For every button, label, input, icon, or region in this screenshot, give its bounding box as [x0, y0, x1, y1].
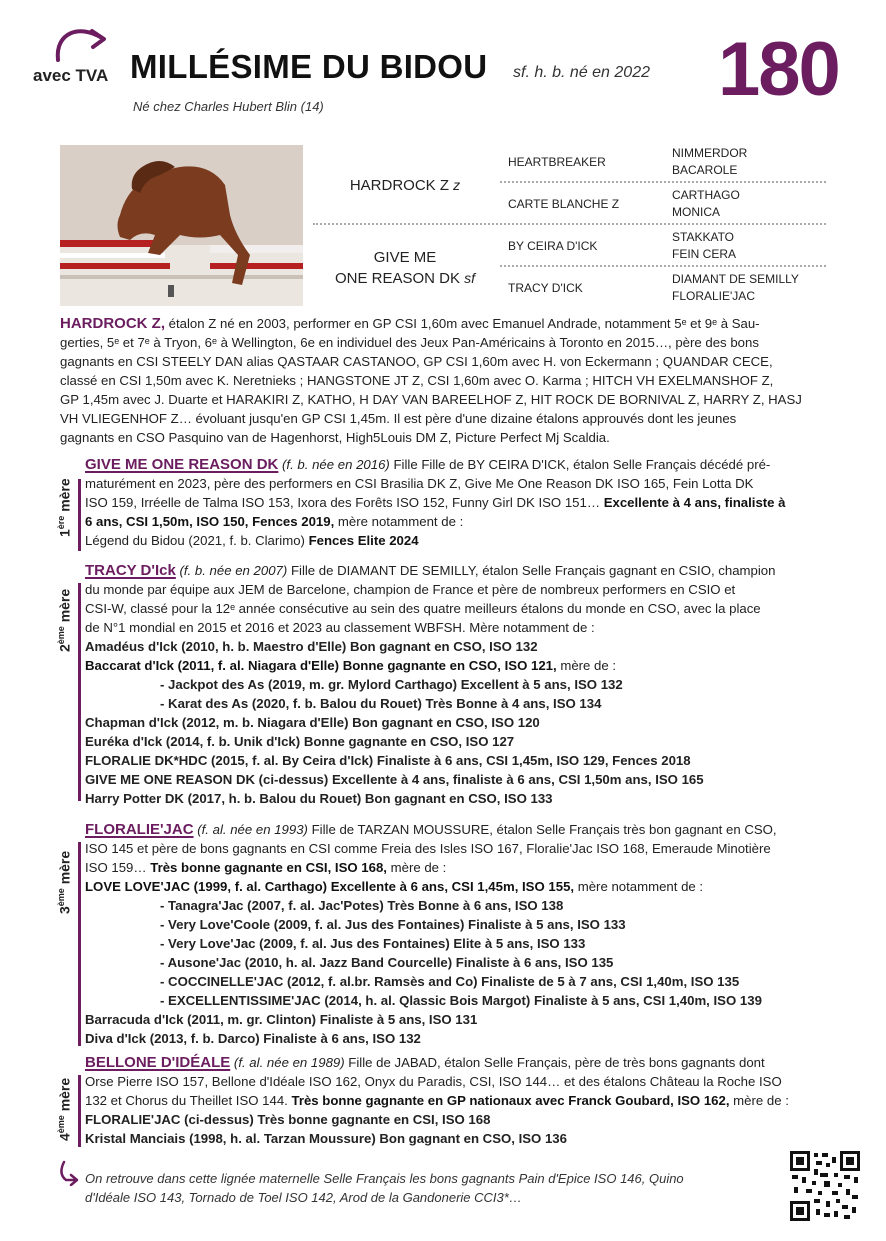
sire-text-line: étalon Z né en 2003, performer en GP CSI 1,60m avec Emanuel Andrade, notamment 5ᵉ et 9ᵉ à Sau-	[168, 316, 760, 331]
sire-name-text: HARDROCK Z	[349, 177, 449, 194]
sire-description	[60, 314, 830, 447]
sire-text-name: HARDROCK Z,	[60, 315, 165, 332]
lot-number: 180	[718, 27, 839, 112]
product: Euréka d'Ick (2014, f. b. Unik d'Ick) Bonne gagnante en CSO, ISO 127	[85, 734, 515, 749]
mother-2-section: TRACY D'Ick (f. b. née en 2007) Fille de DIAMANT DE SEMILLY, étalon Selle Français gagnant en CSIO, champion du monde par équipe aux JEM de Barcelone, champion de France et père de nombreux performers en CSIO et CSI-W, classé pour la 12ᵉ année consécutive au sein des quatre meilleurs étalons du monde en CSO, avec la place de N°1 mondial en 2015 et 2016 et 2023 au classement WBFSH. Mère notamment de : Amadéus d'Ick (2010, h. b. Maestro d'Elle) Bon gagnant en CSO, ISO 132 Baccarat d'Ick (2011, f. al. Niagara d'Elle) Bonne gagnante en CSO, ISO 121, mère de : - Jackpot des As (2019, m. gr. Mylord Carthago) Excellent à 5 ans, ISO 132 - Karat des As (2020, f. b. Balou du Rouet) Très Bonne à 4 ans, ISO 134 Chapman d'Ick (2012, m. b. Niagara d'Elle) Bon gagnant en CSO, ISO 120 Euréka d'Ick (2014, f. b. Unik d'Ick) Bonne gagnante en CSO, ISO 127 FLORALIE DK*HDC (2015, f. al. By Ceira d'Ick) Finaliste à 6 ans, CSI 1,45m, ISO 129, Fences 2018 GIVE ME ONE REASON DK (ci-dessus) Excellente à 4 ans, finaliste à 6 ans, CSI 1,50m ans, ISO 165 Harry Potter DK (2017, h. b. Balou du Rouet) Bon gagnant en CSO, ISO 133	[85, 561, 830, 808]
dam-name-line1: GIVE ME	[373, 249, 437, 266]
gg-sire-dam-dam: MONICA	[672, 205, 720, 219]
mother-3-result: Très bonne gagnante en CSI, ISO 168,	[150, 860, 387, 875]
product: FLORALIE DK*HDC (2015, f. al. By Ceira d'Ick) Finaliste à 6 ans, CSI 1,45m, ISO 129, Fences 2018	[85, 753, 691, 768]
dam-dam: TRACY D'ICK	[508, 281, 583, 295]
gg-pair-4	[672, 271, 799, 305]
mother-1-born: (f. b. née en 2016)	[282, 457, 390, 472]
gg-dam-dam-dam: FLORALIE'JAC	[672, 289, 755, 303]
sire-text-line: VH VLIEGENHOF Z… évoluant jusqu'en GP CSI 1,45m. Il est père d'une dizaine étalons approuvés dont les jeunes	[60, 411, 737, 426]
product: Chapman d'Ick (2012, m. b. Niagara d'Elle) Bon gagnant en CSO, ISO 120	[85, 715, 540, 730]
horse-photo	[60, 145, 303, 306]
pedigree-divider	[500, 265, 826, 267]
return-arrow-icon	[58, 1160, 80, 1186]
mother-1-result: Excellente à 4 ans, finaliste à	[603, 495, 786, 510]
dam-name	[315, 248, 495, 289]
curved-arrow-icon	[50, 20, 110, 65]
dam-name-line2-wrap	[315, 268, 495, 289]
mother-3-text: Fille de TARZAN MOUSSURE, étalon Selle Français très bon gagnant en CSO,	[311, 822, 777, 837]
breeder: Né chez Charles Hubert Blin (14)	[133, 99, 324, 114]
pedigree-divider-main	[313, 223, 826, 225]
sub-product: - Ausone'Jac (2010, h. al. Jazz Band Courcelle) Finaliste à 6 ans, ISO 135	[160, 955, 614, 970]
footer-line-1: On retrouve dans cette lignée maternelle Selle Français les bons gagnants Pain d'Epice ISO 146, Quino	[85, 1171, 684, 1186]
footer-line-2: d'Idéale ISO 143, Tornado de Toel ISO 142, Arod de la Gandonerie CCI3*…	[85, 1190, 522, 1205]
mother-1-section: GIVE ME ONE REASON DK (f. b. née en 2016) Fille Fille de BY CEIRA D'ICK, étalon Selle Français décédé pré- maturément en 2023, père des performers en CSI Brasilia DK Z, Give Me One Reason DK ISO 165, Fein Lotta DK ISO 159, Irréelle de Talma ISO 153, Ixora des Forêts ISO 152, Funny Girl DK ISO 151… Excellente à 4 ans, finaliste à 6 ans, CSI 1,50m, ISO 150, Fences 2019, mère notamment de : Légend du Bidou (2021, f. b. Clarimo) Fences Elite 2024	[85, 455, 830, 550]
sub-product: - Karat des As (2020, f. b. Balou du Rouet) Très Bonne à 4 ans, ISO 134	[160, 696, 602, 711]
mother-3-section: FLORALIE'JAC (f. al. née en 1993) Fille de TARZAN MOUSSURE, étalon Selle Français très bon gagnant en CSO, ISO 145 et père de bons gagnants en CSI comme Freia des Isles ISO 167, Floralie'Jac ISO 168, Emeraude Minotière ISO 159… Très bonne gagnante en CSI, ISO 168, mère de : LOVE LOVE'JAC (1999, f. al. Carthago) Excellente à 6 ans, CSI 1,45m, ISO 155, mère notamment de : - Tanagra'Jac (2007, f. al. Jac'Potes) Très Bonne à 6 ans, ISO 138 - Very Love'Coole (2009, f. al. Jus des Fontaines) Finaliste à 5 ans, ISO 133 - Very Love'Jac (2009, f. al. Jus des Fontaines) Elite à 5 ans, ISO 133 - Ausone'Jac (2010, h. al. Jazz Band Courcelle) Finaliste à 6 ans, ISO 135 - COCCINELLE'JAC (2012, f. al.br. Ramsès and Co) Finaliste de 5 à 7 ans, CSI 1,40m, ISO 135 - EXCELLENTISSIME'JAC (2014, h. al. Qlassic Bois Margot) Finaliste à 5 ans, CSI 1,40m, ISO 139 Barracuda d'Ick (2011, m. gr. Clinton) Finaliste à 5 ans, ISO 131 Diva d'Ick (2013, f. b. Darco) Finaliste à 6 ans, ISO 132	[85, 820, 830, 1048]
mother-3-label: 3ème mère	[56, 850, 73, 914]
mother-3-text: ISO 145 et père de bons gagnants en CSI comme Freia des Isles ISO 167, Floralie'Jac ISO 168, Emeraude Minotière	[85, 841, 771, 856]
mother-4-label: 4ème mère	[56, 1077, 73, 1141]
mother-4-name: BELLONE D'IDÉALE	[85, 1054, 231, 1071]
mother-1-text: ISO 159, Irréelle de Talma ISO 153, Ixora des Forêts ISO 152, Funny Girl DK ISO 151…	[85, 495, 601, 510]
dam-studbook: sf	[464, 270, 476, 286]
gg-sire-sire-sire: NIMMERDOR	[672, 146, 748, 160]
gg-sire-sire-dam: BACAROLE	[672, 163, 738, 177]
mother-2-text: CSI-W, classé pour la 12ᵉ année consécutive au sein des quatre meilleurs étalons du monde en CSO, avec la place	[85, 601, 761, 616]
mother-2-born: (f. b. née en 2007)	[179, 563, 288, 578]
sire-text-line: gagnants en CSO Pasquino van de Hagenhorst, High5Louis DM Z, Picture Perfect Mj Scaldia.	[60, 430, 610, 445]
sire-text-line: GP 1,45m avec J. Duarte et HARAKIRI Z, KATHO, H DAY VAN BAREELHOF Z, HIT ROCK DE BORNIVAL Z, HARRY Z, HASJ	[60, 392, 802, 407]
gg-pair-2	[672, 187, 740, 221]
mother-2-label: 2ème mère	[56, 588, 73, 652]
sire-sire: HEARTBREAKER	[508, 155, 606, 169]
product: GIVE ME ONE REASON DK (ci-dessus) Excellente à 4 ans, finaliste à 6 ans, CSI 1,50m ans, ISO 165	[85, 772, 704, 787]
sire-studbook: z	[453, 177, 461, 193]
mother-2-name: TRACY D'Ick	[85, 562, 176, 579]
mother-1-text: maturément en 2023, père des performers en CSI Brasilia DK Z, Give Me One Reason DK ISO 165, Fein Lotta DK	[85, 476, 754, 491]
product: FLORALIE'JAC (ci-dessus) Très bonne gagnante en CSI, ISO 168	[85, 1112, 491, 1127]
mother-4-born: (f. al. née en 1989)	[233, 1055, 345, 1070]
mother-bar	[78, 1075, 81, 1147]
mother-1-result: 6 ans, CSI 1,50m, ISO 150, Fences 2019,	[85, 514, 335, 529]
product: Harry Potter DK (2017, h. b. Balou du Rouet) Bon gagnant en CSO, ISO 133	[85, 791, 553, 806]
sub-product: - Very Love'Jac (2009, f. al. Jus des Fontaines) Elite à 5 ans, ISO 133	[160, 936, 586, 951]
sub-product: - Tanagra'Jac (2007, f. al. Jac'Potes) Très Bonne à 6 ans, ISO 138	[160, 898, 564, 913]
mother-4-text: Orse Pierre ISO 157, Bellone d'Idéale ISO 162, Onyx du Paradis, CSI, ISO 144… et des étalons Château la Roche ISO	[85, 1074, 782, 1089]
gg-dam-sire-dam: FEIN CERA	[672, 247, 737, 261]
gg-sire-dam-sire: CARTHAGO	[672, 188, 740, 202]
sire-text-line: classé en CSI 1,50m avec K. Neretnieks ; HANGSTONE JT Z, CSI 1,60m avec O. Karma ; HITCH VH EXELMANSHOF Z,	[60, 373, 774, 388]
sub-product: - Very Love'Coole (2009, f. al. Jus des Fontaines) Finaliste à 5 ans, ISO 133	[160, 917, 626, 932]
mother-2-text: du monde par équipe aux JEM de Barcelone, champion de France et père de nombreux performers en CSIO et	[85, 582, 736, 597]
sire-text-line: gerties, 5ᵉ et 7ᵉ à Tryon, 6ᵉ à Wellington, 6e en individuel des Jeux Pan-Américains à Toronto en 2015…, père des bons	[60, 335, 759, 350]
qr-code[interactable]	[790, 1151, 860, 1221]
mother-bar	[78, 842, 81, 1046]
sire-name	[315, 177, 495, 194]
product: Diva d'Ick (2013, f. b. Darco) Finaliste à 6 ans, ISO 132	[85, 1031, 421, 1046]
mother-4-text: Fille de JABAD, étalon Selle Français, père de très bons gagnants dont	[348, 1055, 765, 1070]
product: Kristal Manciais (1998, h. al. Tarzan Moussure) Bon gagnant en CSO, ISO 136	[85, 1131, 567, 1146]
product: Légend du Bidou (2021, f. b. Clarimo)	[85, 533, 309, 548]
product-result: Fences Elite 2024	[308, 533, 419, 548]
gg-dam-sire-sire: STAKKATO	[672, 230, 735, 244]
mother-2-text: de N°1 mondial en 2015 et 2016 et 2023 au classement WBFSH. Mère notamment de :	[85, 620, 595, 635]
dam-name-line2: ONE REASON DK	[334, 270, 460, 287]
tva-label: avec TVA	[33, 66, 109, 85]
dam-sire: BY CEIRA D'ICK	[508, 239, 598, 253]
maternal-line-note	[85, 1169, 785, 1207]
mother-4-section: BELLONE D'IDÉALE (f. al. née en 1989) Fille de JABAD, étalon Selle Français, père de très bons gagnants dont Orse Pierre ISO 157, Bellone d'Idéale ISO 162, Onyx du Paradis, CSI, ISO 144… et des étalons Château la Roche ISO 132 et Chorus du Theillet ISO 144. Très bonne gagnante en GP nationaux avec Franck Goubard, ISO 162, mère de : FLORALIE'JAC (ci-dessus) Très bonne gagnante en CSI, ISO 168 Kristal Manciais (1998, h. al. Tarzan Moussure) Bon gagnant en CSO, ISO 136	[85, 1053, 830, 1148]
mother-2-text: Fille de DIAMANT DE SEMILLY, étalon Selle Français gagnant en CSIO, champion	[290, 563, 776, 578]
mother-1-text: Fille Fille de BY CEIRA D'ICK, étalon Selle Français décédé pré-	[393, 457, 771, 472]
mother-bar	[78, 583, 81, 801]
sub-product: - Jackpot des As (2019, m. gr. Mylord Carthago) Excellent à 5 ans, ISO 132	[160, 677, 623, 692]
mother-3-name: FLORALIE'JAC	[85, 821, 194, 838]
mother-4-result: Très bonne gagnante en GP nationaux avec Franck Goubard, ISO 162,	[291, 1093, 730, 1108]
product: Baccarat d'Ick (2011, f. al. Niagara d'Elle) Bonne gagnante en CSO, ISO 121,	[85, 658, 557, 673]
mother-bar	[78, 479, 81, 551]
horse-subtitle: sf. h. b. né en 2022	[513, 64, 650, 81]
gg-pair-3	[672, 229, 736, 263]
mother-3-born: (f. al. née en 1993)	[197, 822, 308, 837]
sub-product: - EXCELLENTISSIME'JAC (2014, h. al. Qlassic Bois Margot) Finaliste à 5 ans, CSI 1,40m, ISO 139	[160, 993, 762, 1008]
gg-dam-dam-sire: DIAMANT DE SEMILLY	[672, 272, 799, 286]
sub-product: - COCCINELLE'JAC (2012, f. al.br. Ramsès and Co) Finaliste de 5 à 7 ans, CSI 1,40m, ISO 135	[160, 974, 740, 989]
sire-dam: CARTE BLANCHE Z	[508, 197, 620, 211]
gg-pair-1	[672, 145, 747, 179]
mother-1-name: GIVE ME ONE REASON DK	[85, 456, 279, 473]
pedigree-divider	[500, 181, 826, 183]
product: Amadéus d'Ick (2010, h. b. Maestro d'Elle) Bon gagnant en CSO, ISO 132	[85, 639, 538, 654]
horse-name-title: MILLÉSIME DU BIDOU	[130, 48, 488, 85]
product: LOVE LOVE'JAC (1999, f. al. Carthago) Excellente à 6 ans, CSI 1,45m, ISO 155,	[85, 879, 575, 894]
sire-text-line: gagnants en CSI STEELY DAN alias QASTAAR CASTANOO, GP CSI 1,60m avec H. von Eckermann ; QUANDAR CECE,	[60, 354, 773, 369]
mother-1-label: 1ère mère	[56, 478, 73, 537]
product: Barracuda d'Ick (2011, m. gr. Clinton) Finaliste à 5 ans, ISO 131	[85, 1012, 478, 1027]
